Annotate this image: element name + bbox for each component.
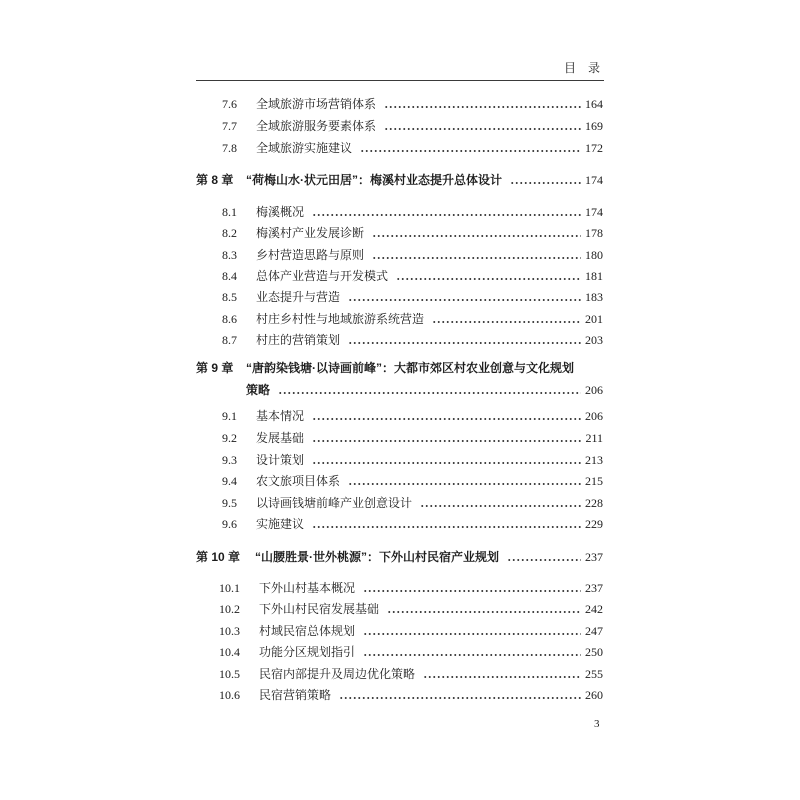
page-number: 203	[585, 333, 603, 347]
chapter-title-continued: 策略	[246, 383, 271, 397]
toc-entry-8-5	[222, 288, 603, 306]
section-title: 全域旅游实施建议	[256, 141, 353, 155]
toc-entry-10-4	[219, 643, 603, 661]
section-title: 发展基础	[256, 431, 305, 445]
dot-leader	[510, 171, 581, 189]
toc-entry-8-1	[222, 203, 603, 221]
toc-entry-7-7	[222, 117, 603, 135]
dot-leader	[363, 622, 581, 640]
dot-leader	[348, 288, 581, 306]
section-title: 以诗画钱塘前峰产业创意设计	[256, 496, 413, 510]
section-title: 功能分区规划指引	[259, 645, 356, 659]
page-number: 215	[585, 474, 603, 488]
section-title: 村庄乡村性与地域旅游系统营造	[256, 312, 425, 326]
page-number: 183	[585, 290, 603, 304]
section-title: 梅溪概况	[256, 205, 305, 219]
dot-leader	[278, 381, 581, 399]
section-number: 10.3	[219, 624, 240, 638]
dot-leader	[396, 267, 581, 285]
dot-leader	[384, 95, 581, 113]
section-number: 10.1	[219, 581, 240, 595]
toc-entry-9-3	[222, 451, 603, 469]
section-number: 9.3	[222, 453, 237, 467]
page-number: 178	[585, 226, 603, 240]
section-title: 全域旅游市场营销体系	[256, 97, 377, 111]
page-number: 181	[585, 269, 603, 283]
section-number: 10.4	[219, 645, 240, 659]
toc-entry-8-2	[222, 224, 603, 242]
toc-entry-7-8	[222, 139, 603, 157]
section-number: 8.7	[222, 333, 237, 347]
section-number: 9.5	[222, 496, 237, 510]
section-title: 业态提升与营造	[256, 290, 341, 304]
dot-leader	[312, 451, 581, 469]
page-number: 174	[585, 173, 603, 187]
dot-leader	[363, 579, 581, 597]
chapter-title: “荷梅山水·状元田居”：梅溪村业态提升总体设计	[246, 173, 502, 187]
dot-leader	[339, 686, 581, 704]
toc-entry-10-6	[219, 686, 603, 704]
toc-entry-10-2	[219, 600, 603, 618]
chapter-label: 第 10 章	[196, 550, 241, 564]
page-number: 211	[585, 431, 603, 445]
section-title: 梅溪村产业发展诊断	[256, 226, 365, 240]
page-number: 172	[585, 141, 603, 155]
section-title: 乡村营造思路与原则	[256, 248, 365, 262]
section-title: 下外山村基本概况	[259, 581, 356, 595]
section-number: 10.6	[219, 688, 240, 702]
toc-entry-9-1	[222, 407, 603, 425]
dot-leader	[360, 139, 581, 157]
section-number: 8.4	[222, 269, 237, 283]
section-number: 7.7	[222, 119, 237, 133]
section-number: 9.4	[222, 474, 237, 488]
dot-leader	[312, 407, 581, 425]
toc-entry-10-5	[219, 665, 603, 683]
page-number: 206	[585, 409, 603, 423]
toc-entry-8-3	[222, 246, 603, 264]
toc-entry-8-4	[222, 267, 603, 285]
page-number: 242	[585, 602, 603, 616]
page-number: 164	[585, 97, 603, 111]
toc-entry-9-6	[222, 515, 603, 533]
section-number: 9.6	[222, 517, 237, 531]
section-title: 下外山村民宿发展基础	[259, 602, 380, 616]
page-number: 237	[585, 550, 603, 564]
section-title: 基本情况	[256, 409, 305, 423]
dot-leader	[420, 494, 581, 512]
page-number: 260	[585, 688, 603, 702]
page-number: 247	[585, 624, 603, 638]
dot-leader	[372, 246, 581, 264]
toc-entry-10-3	[219, 622, 603, 640]
dot-leader	[363, 643, 581, 661]
dot-leader	[312, 515, 581, 533]
section-title: 村庄的营销策划	[256, 333, 341, 347]
section-title: 民宿营销策略	[259, 688, 332, 702]
toc-chapter-9	[196, 359, 574, 377]
section-title: 农文旅项目体系	[256, 474, 341, 488]
page-number: 201	[585, 312, 603, 326]
page-number: 237	[585, 581, 603, 595]
section-number: 10.5	[219, 667, 240, 681]
section-number: 10.2	[219, 602, 240, 616]
toc-chapter-9-continued	[246, 381, 603, 399]
toc-entry-9-5	[222, 494, 603, 512]
section-title: 村域民宿总体规划	[259, 624, 356, 638]
section-number: 8.6	[222, 312, 237, 326]
chapter-label: 第 9 章	[196, 361, 234, 375]
section-title: 实施建议	[256, 517, 305, 531]
section-title: 设计策划	[256, 453, 305, 467]
dot-leader	[423, 665, 581, 683]
page-number: 169	[585, 119, 603, 133]
section-title: 总体产业营造与开发模式	[256, 269, 389, 283]
dot-leader	[348, 331, 581, 349]
toc-entry-10-1	[219, 579, 603, 597]
section-number: 7.6	[222, 97, 237, 111]
chapter-title: “唐韵染钱塘·以诗画前峰”：大都市郊区村农业创意与文化规划	[246, 361, 574, 375]
page-number: 250	[585, 645, 603, 659]
section-number: 8.1	[222, 205, 237, 219]
section-number: 8.5	[222, 290, 237, 304]
section-number: 7.8	[222, 141, 237, 155]
toc-entry-7-6	[222, 95, 603, 113]
toc-entry-9-4	[222, 472, 603, 490]
page-number: 255	[585, 667, 603, 681]
dot-leader	[507, 548, 581, 566]
running-header: 目 录	[563, 61, 600, 75]
section-title: 民宿内部提升及周边优化策略	[259, 667, 416, 681]
dot-leader	[372, 224, 581, 242]
toc-chapter-8	[196, 171, 603, 189]
dot-leader	[387, 600, 581, 618]
section-number: 8.3	[222, 248, 237, 262]
page-number: 228	[585, 496, 603, 510]
section-number: 9.2	[222, 431, 237, 445]
page-number: 206	[585, 383, 603, 397]
page-number: 180	[585, 248, 603, 262]
page-number: 229	[585, 517, 603, 531]
dot-leader	[348, 472, 581, 490]
page-number: 174	[585, 205, 603, 219]
dot-leader	[432, 310, 581, 328]
section-title: 全域旅游服务要素体系	[256, 119, 377, 133]
dot-leader	[312, 203, 581, 221]
folio-page-number: 3	[594, 718, 600, 730]
chapter-label: 第 8 章	[196, 173, 234, 187]
section-number: 8.2	[222, 226, 237, 240]
toc-entry-8-6	[222, 310, 603, 328]
dot-leader	[384, 117, 581, 135]
toc-entry-9-2	[222, 429, 603, 447]
dot-leader	[312, 429, 581, 447]
page-number: 213	[585, 453, 603, 467]
toc-entry-8-7	[222, 331, 603, 349]
section-number: 9.1	[222, 409, 237, 423]
header-rule	[196, 80, 604, 81]
chapter-title: “山腰胜景·世外桃源”：下外山村民宿产业规划	[255, 550, 499, 564]
toc-chapter-10	[196, 548, 603, 566]
